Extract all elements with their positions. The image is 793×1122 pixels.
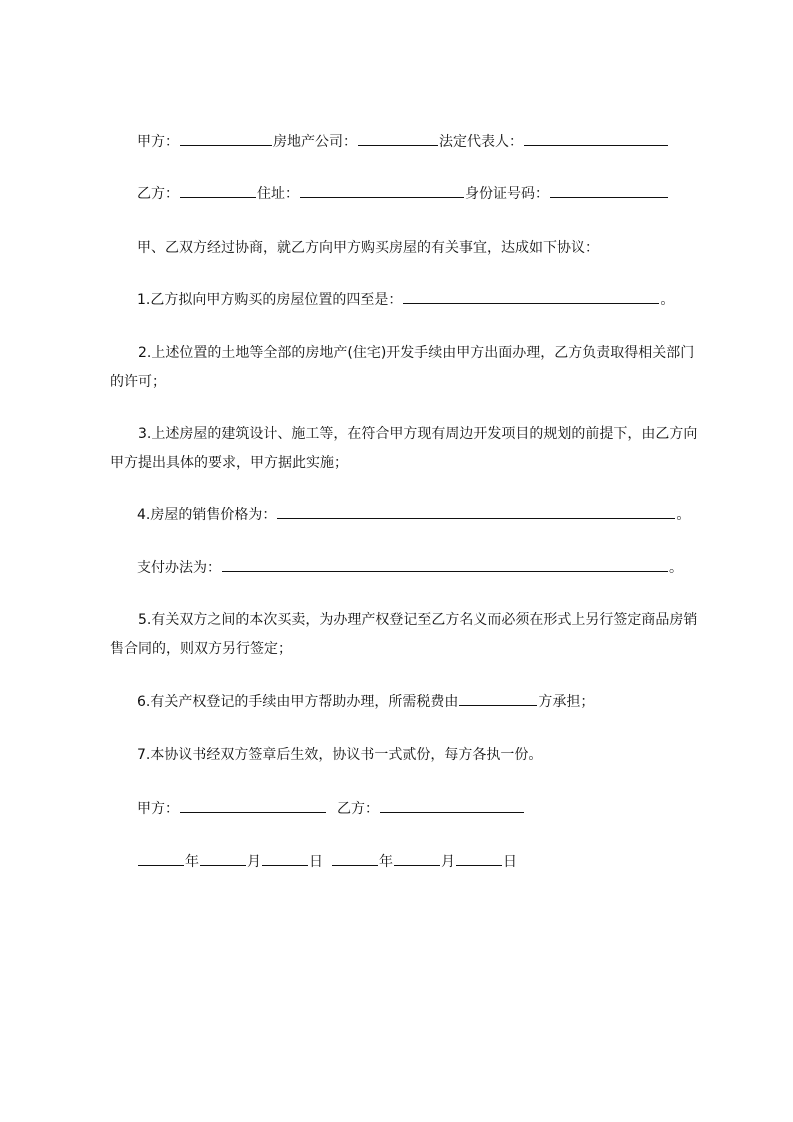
sign-party-b-blank (380, 798, 524, 813)
clause-6-text: 6.有关产权登记的手续由甲方帮助办理，所需税费由 (137, 694, 459, 710)
clause-2: 2.上述位置的土地等全部的房地产(住宅)开发手续由甲方出面办理，乙方负责取得相关部门的许可； (110, 345, 695, 390)
id-blank (550, 183, 668, 198)
address-label: 住址： (257, 186, 299, 202)
intro-text: 甲、乙双方经过协商，就乙方向甲方购买房屋的有关事宜，达成如下协议： (137, 240, 599, 256)
date-a-year-blank (138, 851, 184, 866)
date-b-day-blank (456, 851, 502, 866)
clause-4-end: 。 (676, 507, 691, 523)
date-a-day-label: 日 (309, 854, 323, 870)
clause-4 (110, 501, 727, 530)
payment-text: 支付办法为： (137, 560, 221, 576)
address-blank (300, 183, 464, 198)
date-a-year-label: 年 (185, 854, 199, 870)
payment-line (110, 554, 727, 583)
party-a-label: 甲方： (137, 134, 179, 150)
clause-1-end: 。 (660, 292, 675, 308)
party-b-blank (180, 183, 256, 198)
date-a-month-label: 月 (247, 854, 261, 870)
party-b-line (110, 180, 727, 209)
clause-1-text: 1.乙方拟向甲方购买的房屋位置的四至是： (137, 292, 403, 308)
date-b-month-blank (394, 851, 440, 866)
date-b-month-label: 月 (441, 854, 455, 870)
date-b-day-label: 日 (503, 854, 517, 870)
sign-party-a-blank (180, 798, 326, 813)
payment-blank (222, 557, 668, 572)
clause-7: 7.本协议书经双方签章后生效，协议书一式贰份，每方各执一份。 (137, 747, 543, 763)
id-label: 身份证号码： (465, 186, 549, 202)
company-blank (358, 131, 438, 146)
clause-1 (110, 286, 727, 315)
clause-1-blank (403, 289, 659, 304)
party-b-label: 乙方： (137, 186, 179, 202)
legal-rep-blank (524, 131, 668, 146)
sign-party-b-label: 乙方： (337, 801, 379, 817)
date-b-year-blank (332, 851, 378, 866)
clause-3: 3.上述房屋的建筑设计、施工等，在符合甲方现有周边开发项目的规划的前提下，由乙方向甲方提出具体的要求，甲方据此实施； (110, 426, 698, 471)
clause-6-blank (459, 691, 537, 706)
legal-rep-label: 法定代表人： (439, 134, 523, 150)
signature-line (110, 795, 727, 824)
date-line (110, 848, 727, 877)
clause-6 (110, 688, 727, 717)
clause-4-text: 4.房屋的销售价格为： (137, 507, 277, 523)
clause-6-end: 方承担； (538, 694, 595, 710)
clause-4-blank (277, 504, 675, 519)
date-b-year-label: 年 (379, 854, 393, 870)
sign-party-a-label: 甲方： (137, 801, 179, 817)
payment-end: 。 (669, 560, 683, 576)
date-a-month-blank (200, 851, 246, 866)
party-a-line (110, 128, 727, 157)
date-a-day-blank (262, 851, 308, 866)
party-a-blank (180, 131, 272, 146)
company-label: 房地产公司： (273, 134, 357, 150)
clause-5: 5.有关双方之间的本次买卖，为办理产权登记至乙方名义而必须在形式上另行签定商品房销售合同的，则双方另行签定； (110, 612, 698, 657)
